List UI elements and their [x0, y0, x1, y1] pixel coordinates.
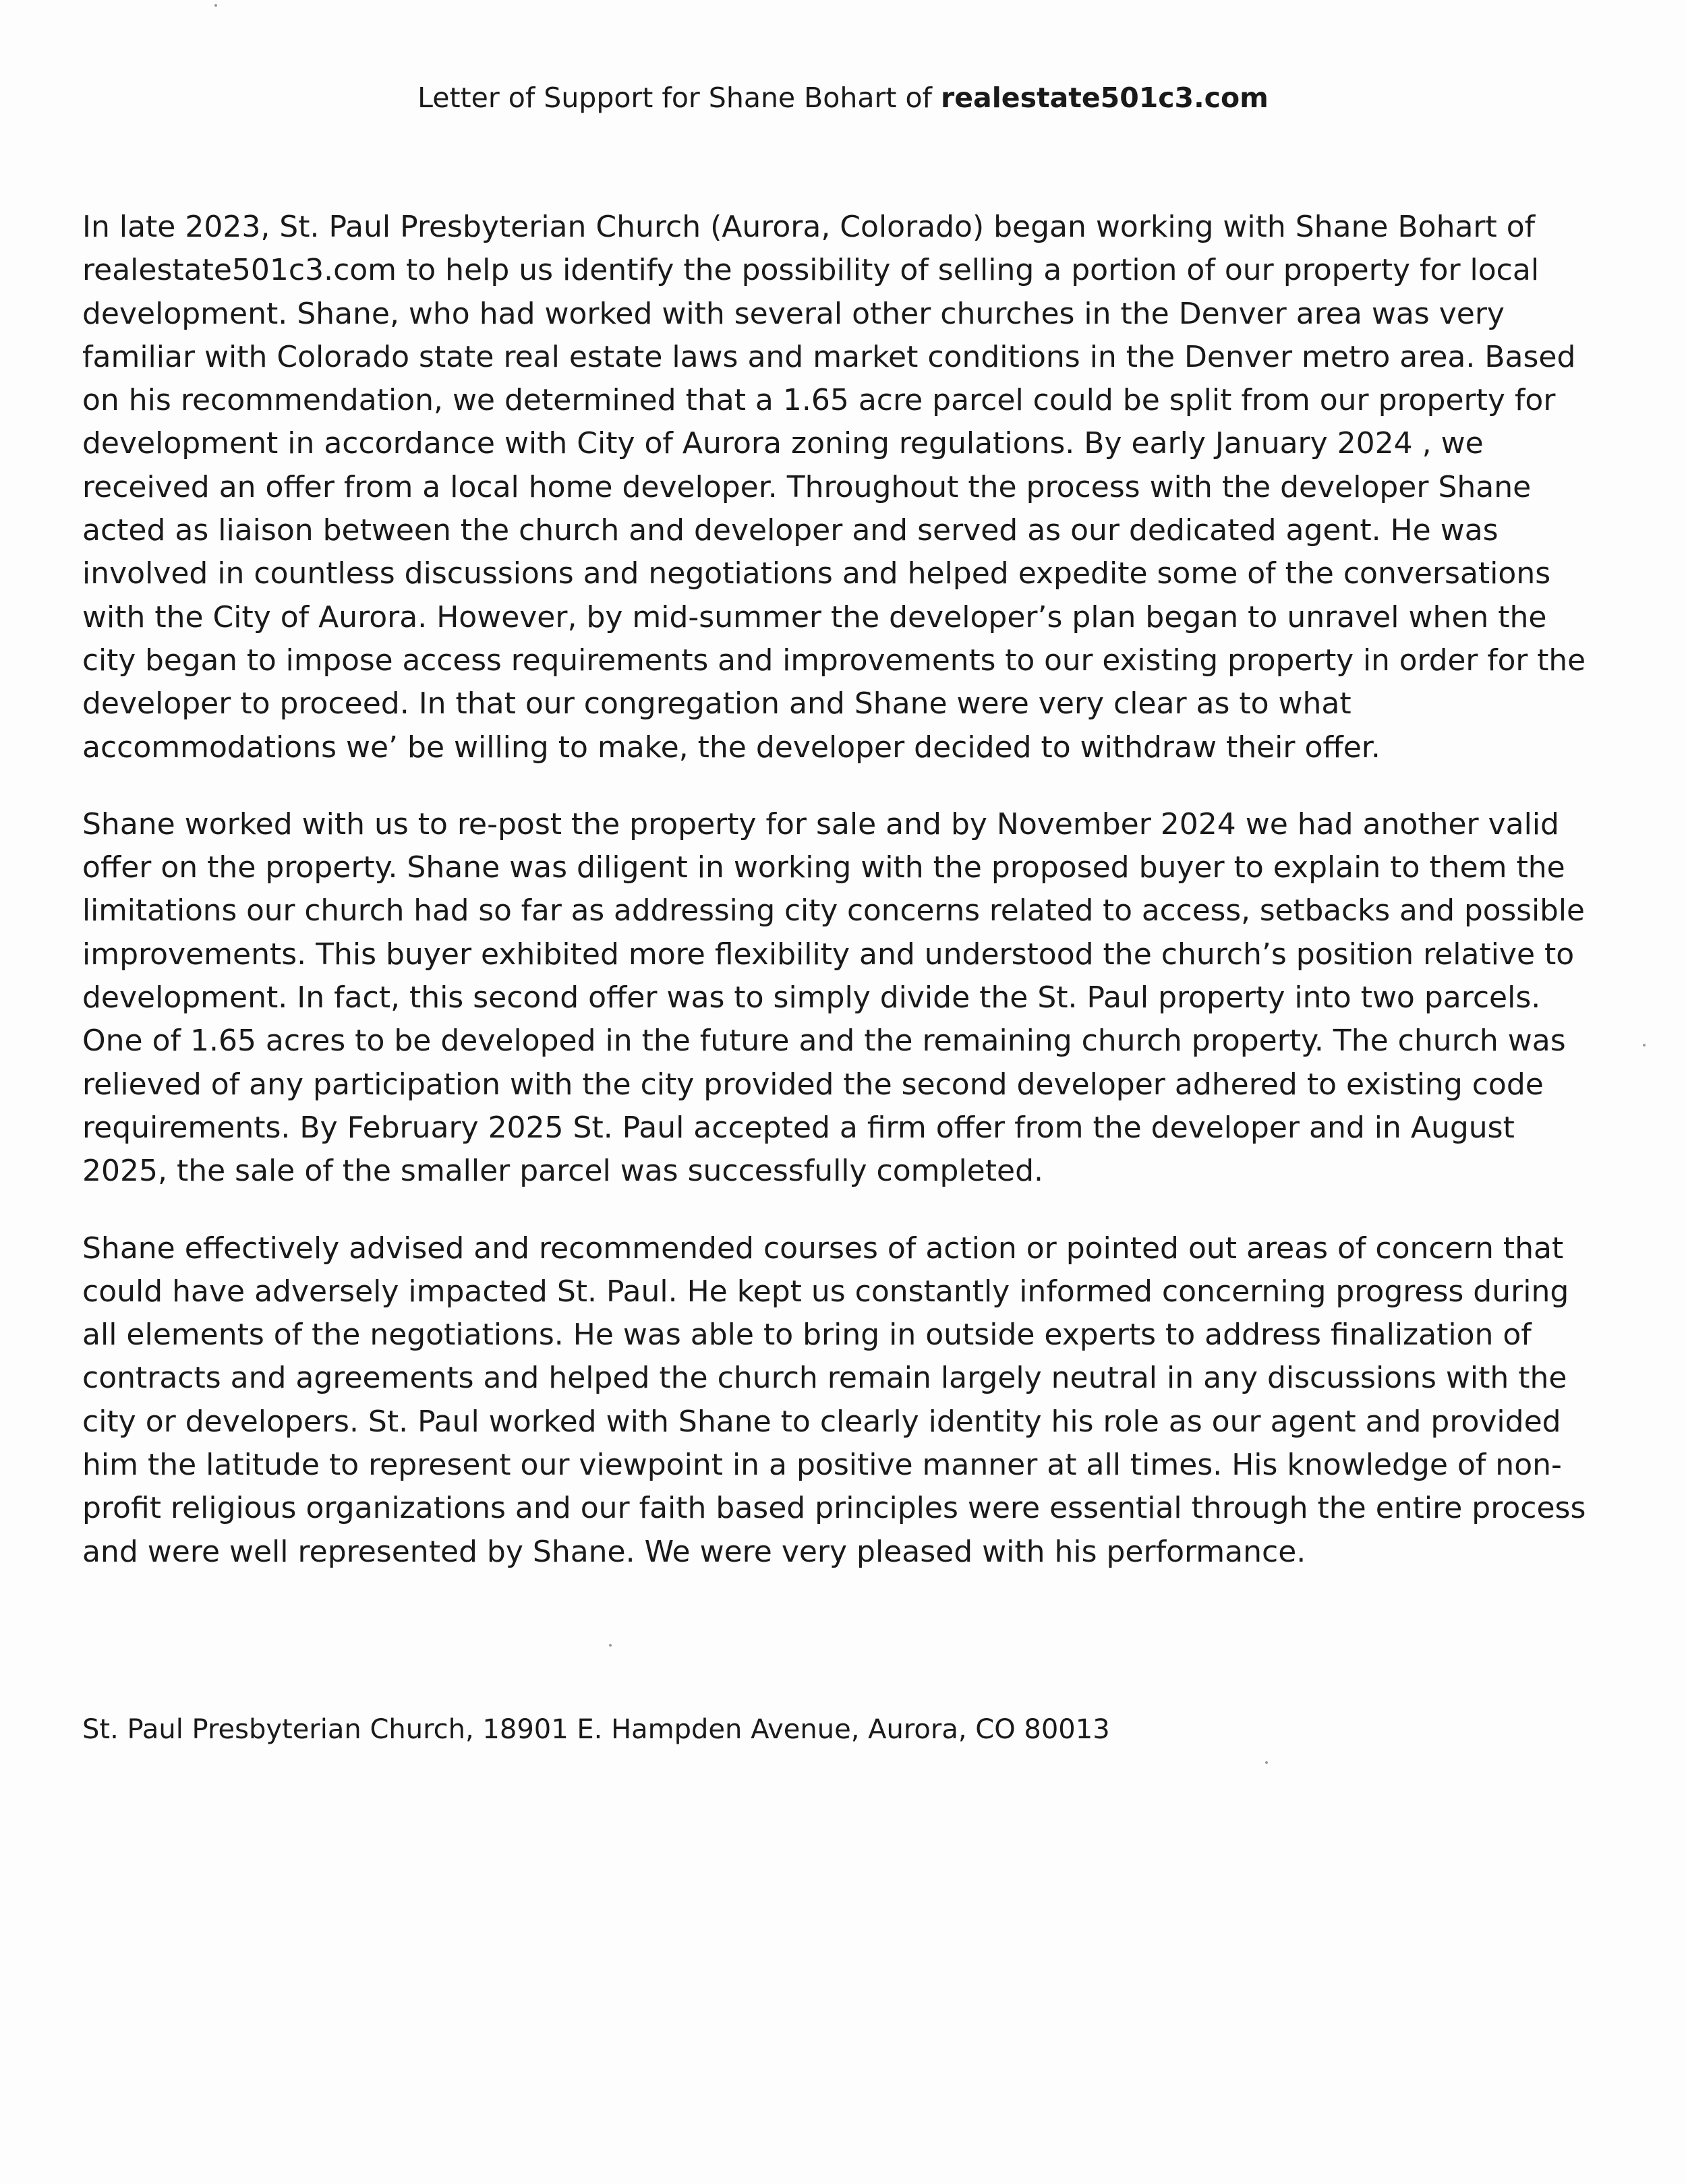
text-line: contracts and agreements and helped the church remain largely neutral in any discussions with the — [82, 1361, 1567, 1396]
text-line: profit religious organizations and our faith based principles were essential through the entire process — [82, 1491, 1586, 1526]
text-line: familiar with Colorado state real estate laws and market conditions in the Denver metro area. Based — [82, 339, 1576, 374]
paragraph-1 — [82, 206, 1593, 769]
paragraph-3 — [82, 1227, 1593, 1574]
scan-speck — [1643, 1044, 1646, 1046]
text-line: city or developers. St. Paul worked with Shane to clearly identity his role as our agent and provided — [82, 1404, 1561, 1439]
text-line: improvements. This buyer exhibited more flexibility and understood the church’s position relative to — [82, 937, 1575, 972]
text-line: limitations our church had so far as addressing city concerns related to access, setbacks and possible — [82, 893, 1585, 928]
title-site: realestate501c3.com — [941, 82, 1269, 114]
text-line: accommodations we’ be willing to make, the developer decided to withdraw their offer. — [82, 730, 1380, 765]
text-line: requirements. By February 2025 St. Paul accepted a firm offer from the developer and in August — [82, 1110, 1515, 1145]
paragraph-2 — [82, 803, 1593, 1193]
text-line: 2025, the sale of the smaller parcel was successfully completed. — [82, 1154, 1043, 1189]
scan-speck — [1265, 1761, 1268, 1764]
text-line: developer to proceed. In that our congregation and Shane were very clear as to what — [82, 686, 1351, 721]
text-line: Shane worked with us to re-post the property for sale and by November 2024 we had another valid — [82, 806, 1559, 842]
letter-title — [0, 80, 1686, 116]
text-line: development. Shane, who had worked with several other churches in the Denver area was very — [82, 296, 1505, 331]
text-line: One of 1.65 acres to be developed in the future and the remaining church property. The church was — [82, 1024, 1566, 1059]
church-address: St. Paul Presbyterian Church, 18901 E. Hampden Avenue, Aurora, CO 80013 — [82, 1714, 1110, 1745]
scan-speck — [214, 4, 217, 7]
letter-body — [82, 206, 1593, 1607]
text-line: development. In fact, this second offer was to simply divide the St. Paul property into two parcels. — [82, 980, 1541, 1015]
scan-speck — [609, 1644, 612, 1647]
text-line: development in accordance with City of Aurora zoning regulations. By early January 2024 , we — [82, 426, 1484, 461]
text-line: involved in countless discussions and negotiations and helped expedite some of the conversations — [82, 556, 1551, 591]
text-line: could have adversely impacted St. Paul. He kept us constantly informed concerning progress during — [82, 1274, 1569, 1309]
text-line: In late 2023, St. Paul Presbyterian Church (Aurora, Colorado) began working with Shane Bohart of — [82, 210, 1536, 244]
text-line: offer on the property. Shane was diligent in working with the proposed buyer to explain to them the — [82, 850, 1565, 885]
text-line: city began to impose access requirements and improvements to our existing property in order for the — [82, 643, 1586, 678]
text-line: relieved of any participation with the city provided the second developer adhered to existing code — [82, 1067, 1544, 1102]
text-line: with the City of Aurora. However, by mid-summer the developer’s plan began to unravel when the — [82, 599, 1547, 634]
text-line: Shane effectively advised and recommended courses of action or pointed out areas of concern that — [82, 1231, 1564, 1266]
text-line: all elements of the negotiations. He was able to bring in outside experts to address finalization of — [82, 1318, 1532, 1353]
text-line: realestate501c3.com to help us identify the possibility of selling a portion of our property for local — [82, 253, 1540, 288]
title-prefix: Letter of Support for Shane Bohart of — [417, 82, 941, 114]
text-line: received an offer from a local home developer. Throughout the process with the developer Shane — [82, 469, 1532, 504]
text-line: on his recommendation, we determined that a 1.65 acre parcel could be split from our property for — [82, 383, 1556, 418]
text-line: acted as liaison between the church and developer and served as our dedicated agent. He was — [82, 513, 1499, 548]
text-line: and were well represented by Shane. We were very pleased with his performance. — [82, 1534, 1306, 1569]
text-line: him the latitude to represent our viewpoint in a positive manner at all times. His knowledge of non- — [82, 1448, 1562, 1483]
